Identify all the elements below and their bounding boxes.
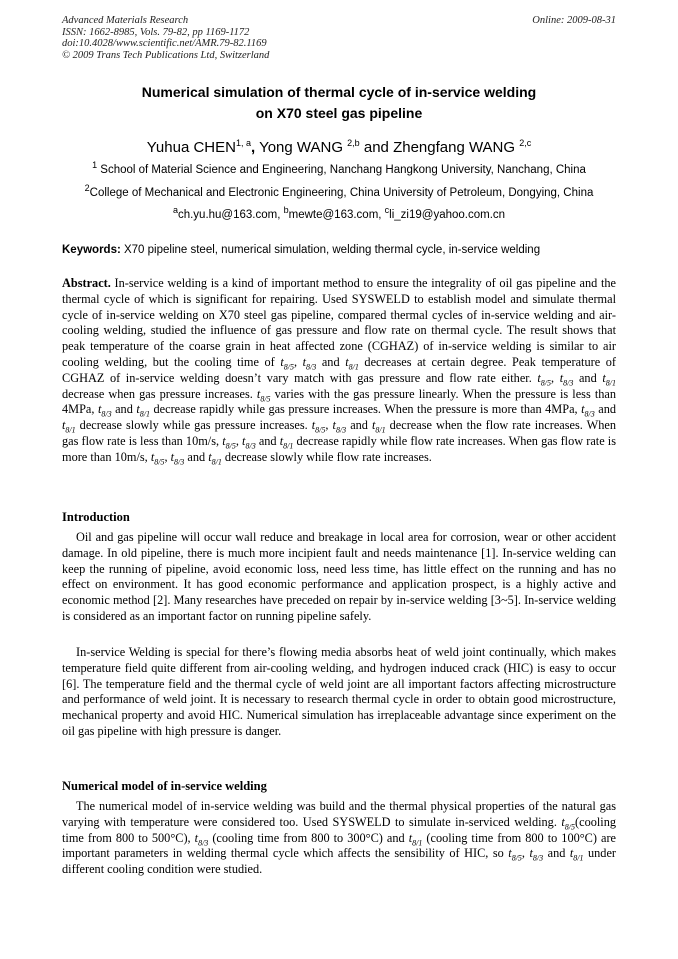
author-2: Yong WANG — [259, 139, 348, 156]
author-3: Zhengfang WANG — [393, 139, 520, 156]
symbol-t81: $t_{8/1}$ — [408, 830, 423, 848]
and: and — [346, 418, 372, 433]
abstract-text-7: decrease when the flow rate increases. When gas flow rate is less than 10m/s, — [62, 418, 616, 448]
affiliation-2-number: 2 — [84, 183, 90, 194]
and: and — [573, 370, 603, 385]
abstract-paragraph — [62, 276, 616, 466]
abstract-text-4: varies with the gas pressure linearly. When the pressure is less than 4MPa, — [62, 386, 617, 417]
affiliation-1-text: School of Material Science and Engineering, Nanchang Hangkong University, Nanchang, China — [97, 164, 586, 176]
symbol-t83: $t_{8/3}$ — [529, 846, 544, 863]
author-1: Yuhua CHEN — [146, 139, 236, 156]
symbol-t85: $t_{8/5}$ — [508, 846, 522, 863]
and: and — [543, 846, 570, 861]
abstract-text-8: decrease rapidly while flow rate increases. When gas flow rate is more than 10m/s, — [62, 433, 617, 464]
model-text-4: (cooling time from 800 to 100°C) are important parameters in welding thermal cycle which affects the sensibility of HIC, so — [62, 830, 616, 861]
author-1-sup: 1, a — [235, 138, 251, 148]
intro-paragraph-1: Oil and gas pipeline will occur wall reduce and breakage in local area for corrosion, wear or other accident damage. In old pipeline, there is much more incipient fault and needs maintenance [1]. In-service welding can keep the running of pipeline, avoid economic loss, need less time, has little effect on the running and has no effect on environment. It has good economic performance and application prospect, is a highly active and economic method [2]. Many researches have preceded on repair by in-service welding [3~5]. In-service welding is considered as an important factor on running pipeline safely. — [62, 530, 616, 623]
symbol-t85: $t_{8/5}$ — [150, 449, 165, 467]
affiliation-2-text: College of Mechanical and Electronic Engineering, China University of Petroleum, Dongying, China — [89, 187, 594, 199]
and: and — [255, 433, 280, 448]
symbol-t83: $t_{8/3}$ — [170, 449, 185, 467]
symbol-t85: $t_{8/5}$ — [561, 814, 576, 832]
affiliation-1 — [62, 160, 616, 177]
abstract-text-9: decrease slowly while flow rate increases. — [221, 449, 432, 464]
symbol-t81: $t_{8/1}$ — [62, 418, 76, 435]
symbol-t81: $t_{8/1}$ — [371, 418, 386, 435]
symbol-t83: $t_{8/3}$ — [302, 354, 317, 372]
author-3-sup: 2,c — [519, 138, 532, 148]
doi-line: doi:10.4028/www.scientific.net/AMR.79-82.1169 — [62, 38, 267, 49]
affiliation-2 — [62, 183, 616, 200]
model-text-1: The numerical model of in-service welding was build and the thermal physical properties of the natural gas varying with temperature were considered too. Used SYSWELD to simulate in-serviced welding. — [62, 799, 616, 829]
issn-line: ISSN: 1662-8985, Vols. 79-82, pp 1169-1172 — [62, 26, 250, 38]
comma: , — [235, 433, 243, 448]
online-date: Online: 2009-08-31 — [532, 15, 616, 26]
abstract-text-3: decrease when gas pressure increases. — [62, 386, 257, 401]
email-a[interactable]: ch.yu.hu@163.com, — [177, 209, 284, 221]
intro-paragraph-2: In-service Welding is special for there’s flowing media absorbs heat of weld joint continually, which makes temperature field quite different from air-cooling welding, and hydrogen induced crack (HIC) is easy to occur [6]. The temperature field and the thermal cycle of weld joint are all important factors affecting microstructure and performance of weld joint. It is necessary to research thermal cycle in order to obtain good microstructure, mechanical property and avoid HIC. Numerical simulation has irreplaceable advantage since experiment on the oil gas pipeline with high pressure is danger. — [62, 645, 616, 738]
model-text-2: (cooling time from 800 to 500°C), — [62, 814, 616, 845]
author-list: Yuhua CHEN$^{1, a}$, Yong WANG $^{2,b}$ and Zhengfang WANG $^{2,c}$ — [146, 138, 532, 156]
paper-title — [62, 82, 616, 124]
title-line-1: Numerical simulation of thermal cycle of in-service welding — [141, 84, 537, 100]
comma: , — [293, 354, 303, 369]
and: and — [111, 402, 137, 417]
journal-header — [62, 15, 616, 61]
symbol-t85: $t_{8/5}$ — [256, 386, 271, 404]
symbol-t85: $t_{8/5}$ — [222, 433, 236, 451]
title-line-2: on X70 steel gas pipeline — [255, 105, 423, 121]
abstract-text-5: decrease rapidly while gas pressure increases. When the pressure is more than 4MPa, — [150, 402, 582, 417]
model-text-5: under different cooling condition were studied. — [62, 846, 616, 877]
abstract-text-1: In-service welding is a kind of important method to ensure the integrality of oil gas pipeline and the thermal cycle of which is significant for repairing. Used SYSWELD to establish model and simulate thermal cycle of in-service welding on X70 steel gas pipeline, compared thermal cycles of in-service welding and air-cooling welding, studied the influence of gas pressure and flow rate on thermal cycle. The result shows that peak temperature of the coarse grain in heat affected zone (CGHAZ) of in-service welding is similar to air cooling welding, but the cooling time of — [62, 276, 616, 369]
symbol-t85: $t_{8/5}$ — [537, 370, 552, 388]
symbol-t83: $t_{8/3}$ — [559, 370, 574, 388]
section-heading-numerical-model: Numerical model of in-service welding — [62, 779, 267, 793]
symbol-t83: $t_{8/3}$ — [97, 402, 112, 419]
keywords-line — [62, 243, 616, 257]
symbol-t83: $t_{8/3}$ — [581, 402, 595, 419]
comma: , — [164, 449, 171, 464]
affiliation-1-number: 1 — [92, 160, 98, 171]
copyright-line: © 2009 Trans Tech Publications Ltd, Switzerland — [62, 49, 270, 61]
journal-name: Advanced Materials Research — [62, 15, 189, 26]
email-line — [62, 205, 616, 222]
comma: , — [325, 418, 333, 433]
abstract-label: Abstract. — [62, 276, 111, 290]
and: and — [594, 402, 616, 417]
model-paragraph-1 — [62, 799, 616, 878]
and: and — [184, 449, 209, 464]
author-conjunction: and — [359, 139, 394, 156]
symbol-t81: $t_{8/1}$ — [602, 370, 616, 388]
symbol-t83: $t_{8/3}$ — [242, 433, 256, 451]
model-text-3: (cooling time from 800 to 300°C) and — [208, 830, 409, 845]
and: and — [316, 354, 346, 369]
email-b[interactable]: mewte@163.com, — [288, 209, 385, 221]
comma: , — [551, 370, 560, 385]
symbol-t81: $t_{8/1}$ — [136, 402, 151, 419]
author-2-sup: 2,b — [347, 138, 360, 148]
symbol-t83: $t_{8/3}$ — [332, 418, 347, 435]
symbol-t85: $t_{8/5}$ — [311, 418, 326, 435]
email-a-sup: a — [172, 205, 178, 216]
symbol-t83: $t_{8/3}$ — [194, 830, 209, 848]
symbol-t81: $t_{8/1}$ — [345, 354, 359, 372]
abstract-text-2: decreases at certain degree. Peak temperature of CGHAZ of in-service welding doesn’t vary match with gas pressure and flow rate either. — [62, 354, 616, 385]
symbol-t81: $t_{8/1}$ — [569, 846, 584, 863]
symbol-t85: $t_{8/5}$ — [280, 354, 294, 372]
symbol-t81: $t_{8/1}$ — [279, 433, 294, 451]
email-c[interactable]: li_zi19@yahoo.com.cn — [389, 209, 506, 221]
email-b-sup: b — [283, 205, 289, 216]
keywords-text: X70 pipeline steel, numerical simulation, welding thermal cycle, in-service welding — [120, 244, 541, 256]
section-heading-introduction: Introduction — [62, 510, 130, 524]
symbol-t81: $t_{8/1}$ — [208, 449, 222, 467]
email-c-sup: c — [384, 205, 390, 216]
abstract-text-6: decrease slowly while gas pressure increases. — [75, 418, 312, 433]
comma: , — [521, 846, 530, 861]
keywords-label: Keywords: — [62, 244, 121, 256]
